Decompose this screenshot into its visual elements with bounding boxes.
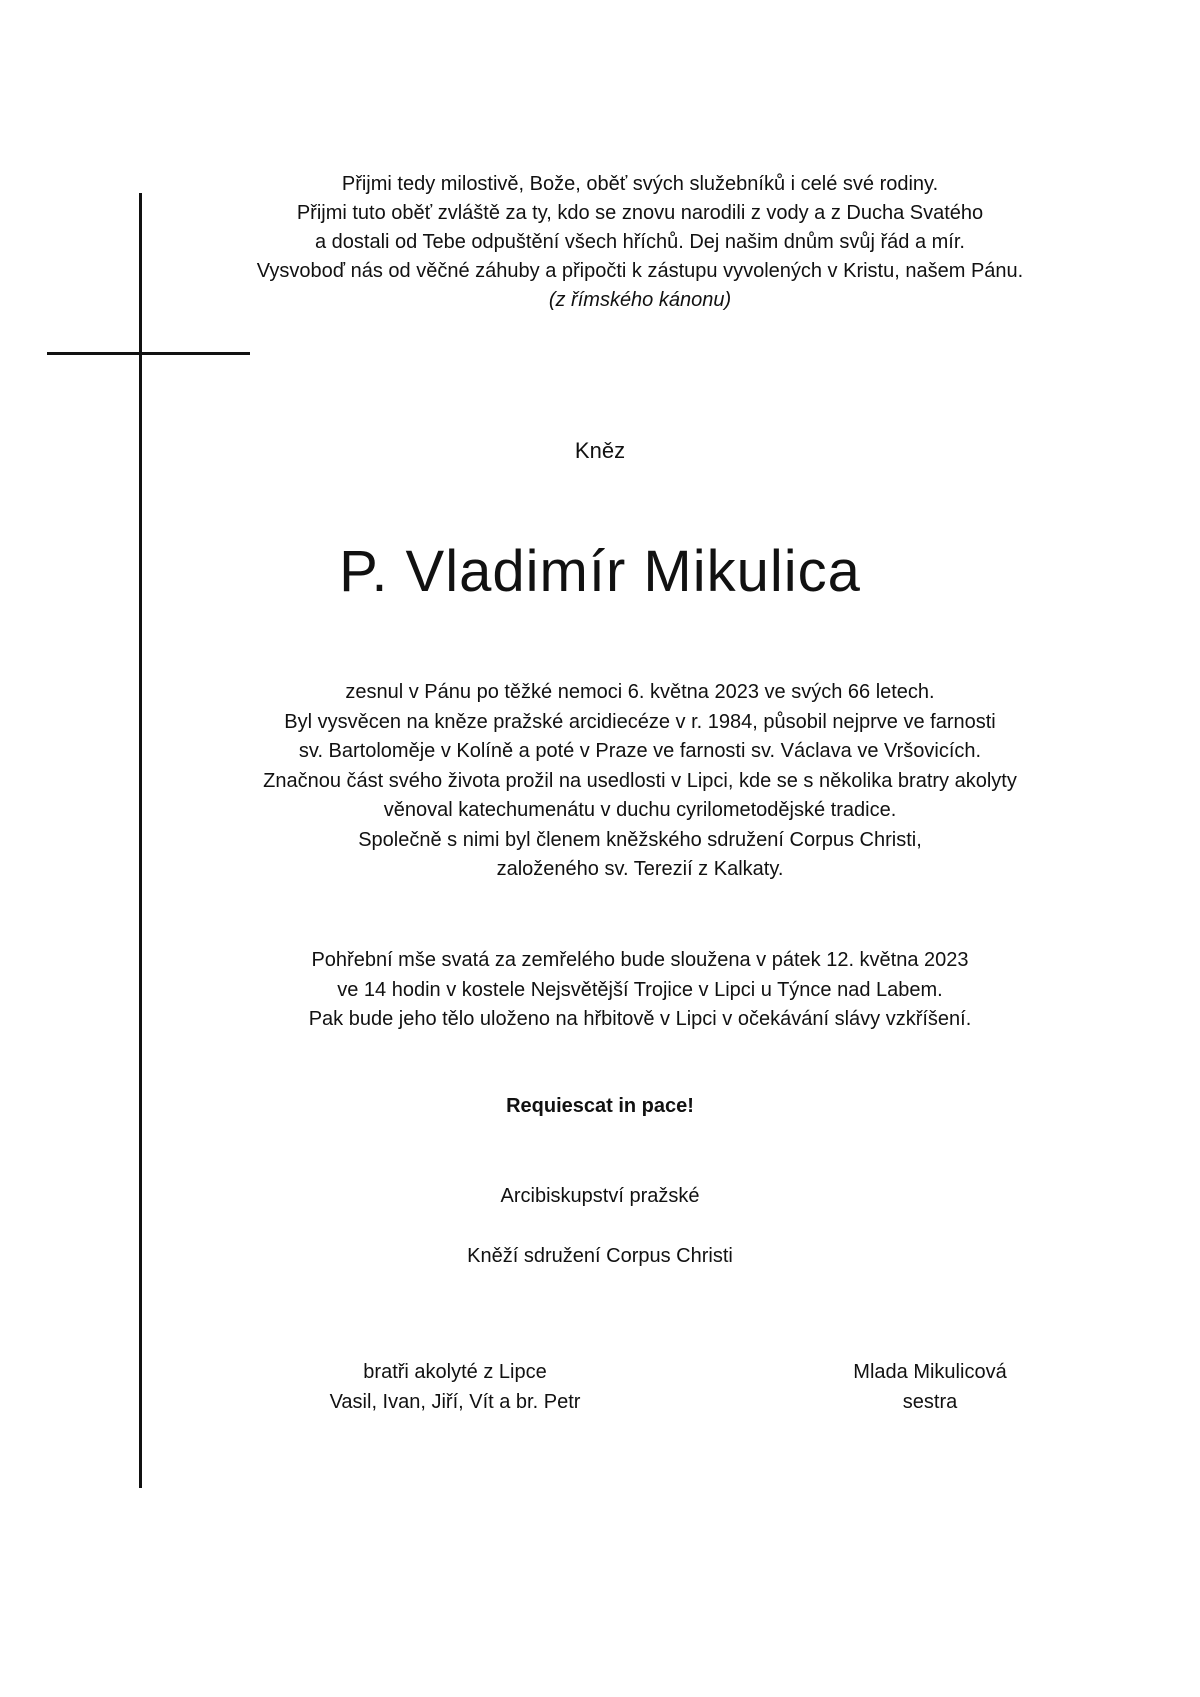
- signature-acolytes: [285, 1357, 625, 1417]
- signature-sister: [800, 1357, 1060, 1417]
- prayer-line: Přijmi tedy milostivě, Bože, oběť svých služebníků i celé své rodiny.: [341, 173, 939, 195]
- signature-line: bratři akolyté z Lipce: [363, 1361, 547, 1383]
- prayer-line: Přijmi tuto oběť zvláště za ty, kdo se znovu narodili z vody a z Ducha Svatého: [296, 202, 984, 224]
- deceased-name: P. Vladimír Mikulica: [339, 539, 861, 604]
- biography: [140, 678, 1140, 885]
- bio-line: založeného sv. Terezií z Kalkaty.: [496, 858, 784, 880]
- funeral-info: [140, 946, 1140, 1035]
- organization-corpus-christi: Kněží sdružení Corpus Christi: [467, 1245, 733, 1267]
- bio-line: zesnul v Pánu po těžké nemoci 6. května 2023 ve svých 66 letech.: [345, 681, 935, 703]
- prayer-source: (z římského kánonu): [548, 289, 732, 311]
- bio-line: Společně s nimi byl členem kněžského sdružení Corpus Christi,: [358, 828, 922, 851]
- prayer-line: Vysvoboď nás od věčné záhuby a připočti k zástupu vyvolených v Kristu, našem Pánu.: [256, 260, 1024, 282]
- organization-archdiocese: Arcibiskupství pražské: [500, 1185, 700, 1207]
- bio-line: Značnou část svého života prožil na usedlosti v Lipci, kde se s několika bratry akolyty: [263, 769, 1017, 792]
- bio-line: Byl vysvěcen na kněze pražské arcidiecéze v r. 1984, působil nejprve ve farnosti: [284, 710, 996, 733]
- prayer-quote: [140, 170, 1140, 315]
- bio-line: věnoval katechumenátu v duchu cyrilometodějské tradice.: [383, 799, 897, 821]
- funeral-line: Pohřební mše svatá za zemřelého bude sloužena v pátek 12. května 2023: [311, 949, 969, 971]
- prayer-line: a dostali od Tebe odpuštění všech hříchů. Dej našim dnům svůj řád a mír.: [315, 231, 965, 253]
- cross-horizontal-bar: [47, 352, 250, 355]
- funeral-line: ve 14 hodin v kostele Nejsvětější Trojice v Lipci u Týnce nad Labem.: [337, 978, 943, 1001]
- funeral-line: Pak bude jeho tělo uloženo na hřbitově v Lipci v očekávání slávy vzkříšení.: [308, 1008, 972, 1030]
- bio-line: sv. Bartoloměje v Kolíně a poté v Praze ve farnosti sv. Václava ve Vršovicích.: [298, 740, 982, 762]
- signature-line: sestra: [902, 1391, 958, 1413]
- deceased-title: Kněz: [574, 438, 626, 463]
- requiescat-closing: Requiescat in pace!: [506, 1095, 694, 1117]
- signature-line: Mlada Mikulicová: [853, 1361, 1007, 1383]
- signature-line: Vasil, Ivan, Jiří, Vít a br. Petr: [329, 1391, 581, 1413]
